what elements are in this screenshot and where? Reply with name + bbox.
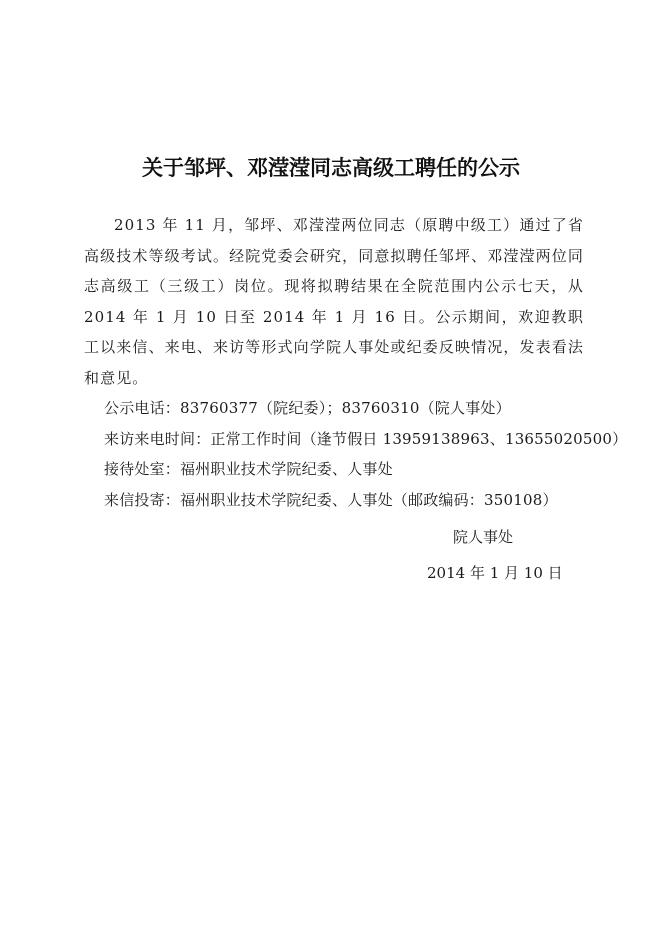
visit-time-line: 来访来电时间：正常工作时间（逢节假日 13959138963、13655020500） <box>104 429 628 448</box>
announcement-paragraph: 2013 年 11 月，邹坪、邓滢滢两位同志（原聘中级工）通过了省高级技术等级考试。经院党委会研究，同意拟聘任邹坪、邓滢滢两位同志高级工（三级工）岗位。现将拟聘结果在全院范围内公示七天，从 2014 年 1 月 10 日至 2014 年 1 月 16 日。公示期间，欢迎教职工以来信、来电、来访等形式向学院人事处或纪委反映情况，发表看法和意见。 <box>84 216 584 387</box>
contact-phone-line: 公示电话：83760377（院纪委）；83760310（院人事处） <box>104 399 511 417</box>
signature-department: 院人事处 <box>453 528 514 546</box>
document-body <box>84 210 628 515</box>
signature-date: 2014 年 1 月 10 日 <box>427 564 563 582</box>
mail-address-line: 来信投寄：福州职业技术学院纪委、人事处（邮政编码：350108） <box>104 490 558 509</box>
document-title: 关于邹坪、邓滢滢同志高级工聘任的公示 <box>142 156 520 180</box>
signature-block <box>400 519 580 591</box>
reception-office-line: 接待处室：福州职业技术学院纪委、人事处 <box>104 460 393 478</box>
